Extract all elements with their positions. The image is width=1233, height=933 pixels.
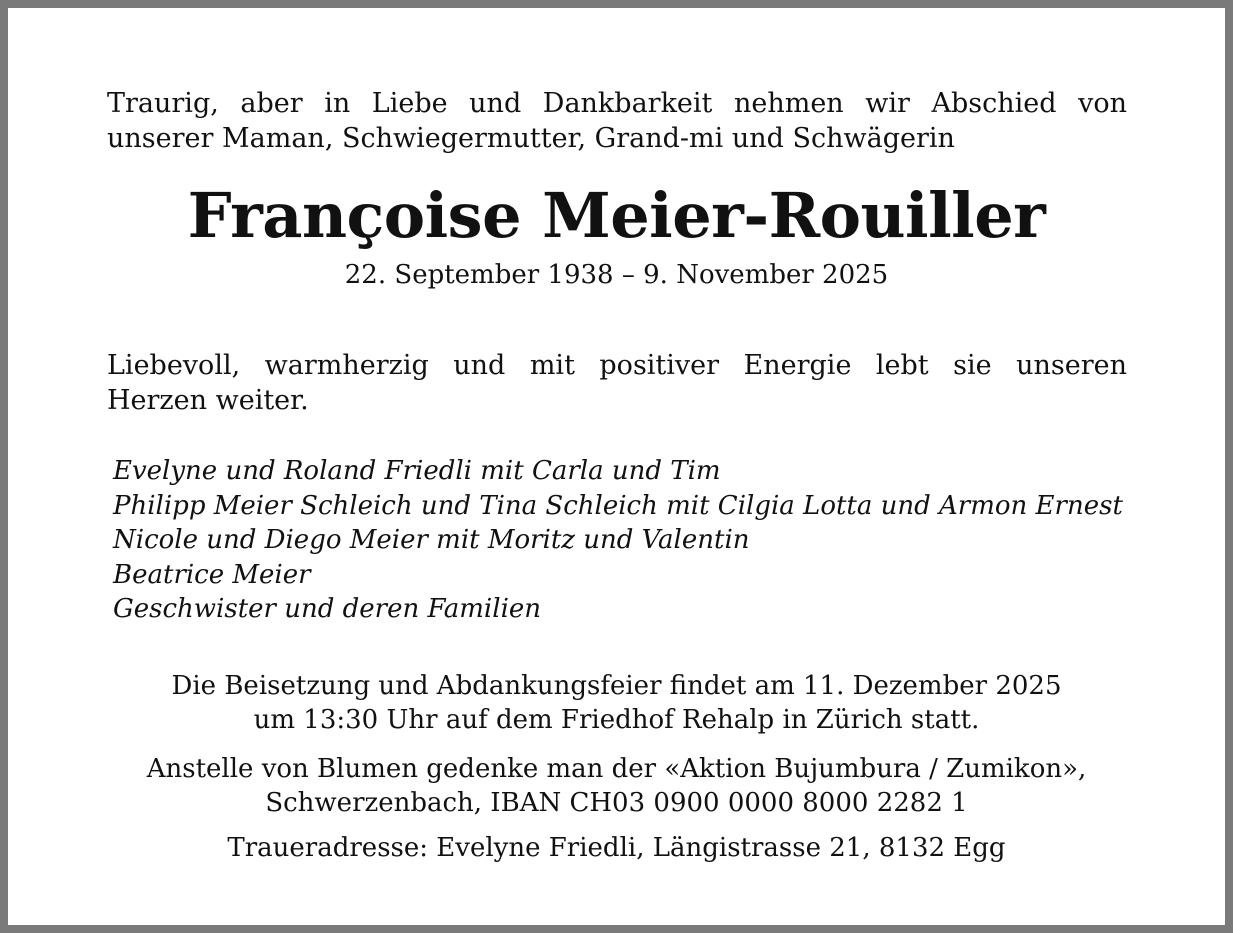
address-line: Traueradresse: Evelyne Friedli, Längistrasse 21, 8132 Egg xyxy=(227,833,1006,863)
life-dates: 22. September 1938 – 9. November 2025 xyxy=(344,260,889,290)
mourning-address xyxy=(8,831,1225,865)
mourners-list xyxy=(113,454,1133,627)
donation-line-2: Schwerzenbach, IBAN CH03 0900 0000 8000 2282 1 xyxy=(265,788,968,818)
motto-line-2: Herzen weiter. xyxy=(107,385,309,416)
obituary-notice xyxy=(8,8,1225,925)
donation-line-1: Anstelle von Blumen gedenke man der «Aktion Bujumbura / Zumikon», xyxy=(146,754,1087,784)
mourner-entry: Beatrice Meier xyxy=(113,559,311,590)
mourner-entry: Geschwister und deren Familien xyxy=(113,594,542,624)
motto-text xyxy=(107,348,1127,418)
deceased-name: Françoise Meier-Rouiller xyxy=(187,179,1046,252)
mourner-entry: Nicole und Diego Meier mit Moritz und Valentin xyxy=(113,525,750,555)
mourner-entry: Evelyne und Roland Friedli mit Carla und Tim xyxy=(113,456,721,486)
mourner-entry: Philipp Meier Schleich und Tina Schleich mit Cilgia Lotta und Armon Ernest xyxy=(113,490,1123,521)
intro-line-2: unserer Maman, Schwiegermutter, Grand-mi und Schwägerin xyxy=(107,123,955,154)
ceremony-info xyxy=(8,669,1225,737)
intro-line-1: Traurig, aber in Liebe und Dankbarkeit nehmen wir Abschied von xyxy=(107,88,1127,119)
donation-info xyxy=(8,752,1225,820)
motto-line-1: Liebevoll, warmherzig und mit positiver Energie lebt sie unseren xyxy=(107,350,1127,381)
ceremony-line-1: Die Beisetzung und Abdankungsfeier findet am 11. Dezember 2025 xyxy=(171,671,1062,701)
intro-text xyxy=(107,86,1127,156)
ceremony-line-2: um 13:30 Uhr auf dem Friedhof Rehalp in Zürich statt. xyxy=(253,705,980,735)
